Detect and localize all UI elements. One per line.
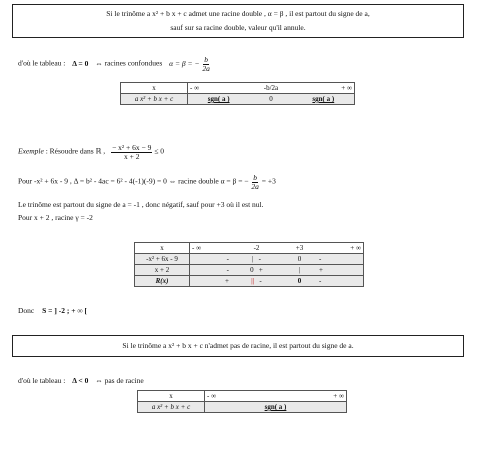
row-label-linear: x + 2	[135, 265, 190, 276]
rule-line-2: sauf sur sa racine double, valeur qu'il annule.	[170, 23, 306, 32]
rule-line-1: Si le trinôme a x² + b x + c admet une racine double , α = β , il est partout du signe de a,	[106, 9, 370, 18]
forbidden-value-bars: ||	[251, 277, 255, 285]
x-label: x	[121, 83, 188, 94]
fraction-b-2a: $\frac{b}{2a}$	[202, 55, 210, 73]
example-fraction: $\frac{\text{− x² + 6x − 9}}{x + 2}$	[112, 143, 152, 161]
solution-set: S = ] -2 ; + ∞ [	[42, 306, 88, 315]
sign-table-example: x - ∞ -2 +3 + ∞ -x² + 6x - 9 - | - 0 - x + 2 - 0 + | + R(x) + || - 0 -	[134, 242, 364, 287]
sign-explanation: Le trinôme est partout du signe de a = -1 , donc négatif, sauf pour +3 où il est nul.	[18, 200, 264, 209]
solution-line: Donc S = ] -2 ; + ∞ [	[18, 306, 88, 315]
table-intro-double: d'où le tableau : Δ = 0 ⇔ racines confondues α = β = − $\frac{b}{2a}$	[18, 55, 210, 73]
delta-zero: Δ = 0	[72, 58, 89, 68]
example-line: Exemple : Résoudre dans ℝ , $\frac{\text{− x² + 6x − 9}}{x + 2}$ ≤ 0	[18, 143, 165, 161]
sign-table-no-root: x - ∞ + ∞ a x² + b x + c sgn( a )	[137, 390, 347, 413]
rule-box-double-root	[12, 4, 464, 38]
row-label: a x² + b x + c	[121, 94, 188, 105]
row-label-quadratic: -x² + 6x - 9	[135, 254, 190, 265]
sign-table-double-root: x - ∞ -b/2a + ∞ a x² + b x + c sgn( a ) 0 sgn( a )	[120, 82, 355, 105]
root-x-plus-2: Pour x + 2 , racine γ = -2	[18, 213, 93, 222]
discriminant-line: Pour -x² + 6x - 9 , Δ = b² - 4ac = 6² - 4(-1)(-9) = 0 ⇔ racine double α = β = − $\frac{b}{2a}$ = +3	[18, 173, 276, 191]
row-label-result: R(x)	[135, 276, 190, 287]
rule-box-no-root: Si le trinôme a x² + b x + c n'admet pas de racine, il est partout du signe de a.	[12, 335, 464, 357]
table-intro-no-root: d'où le tableau : Δ < 0 ⇔ pas de racine	[18, 376, 144, 385]
delta-negative: Δ < 0	[72, 376, 89, 385]
